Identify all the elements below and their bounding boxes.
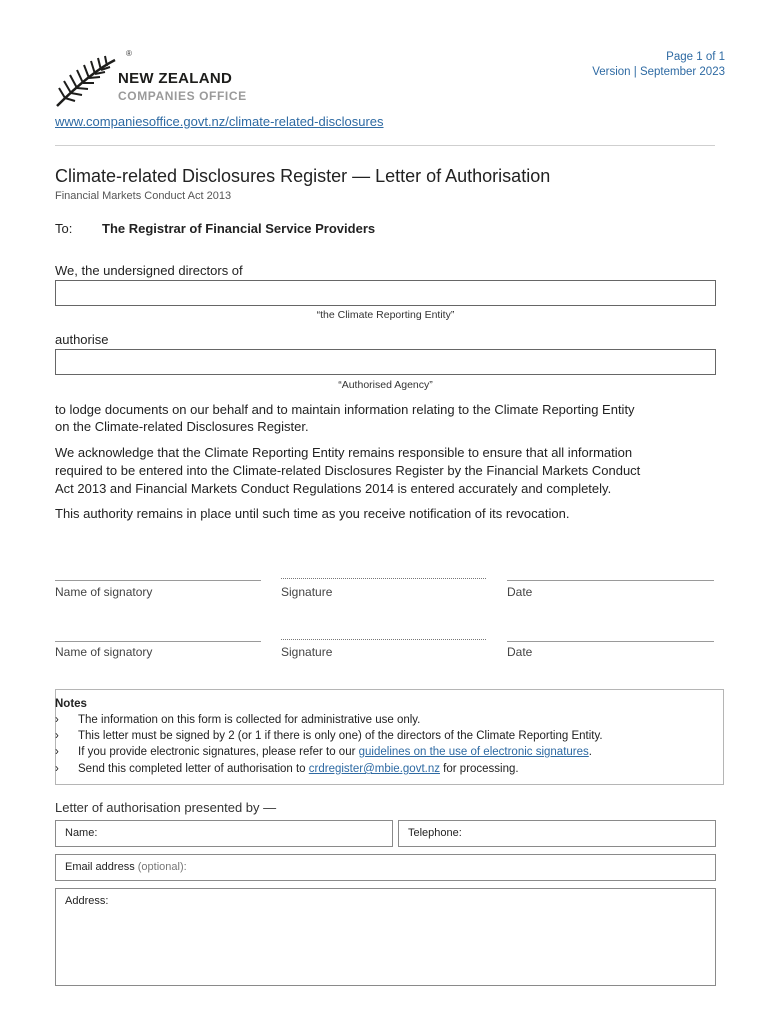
esignature-guidelines-link[interactable]: guidelines on the use of electronic signatures: [358, 746, 589, 758]
presented-by-heading: Letter of authorisation presented by —: [55, 800, 277, 815]
version-info: Version | September 2023: [592, 66, 725, 78]
entity-caption: “the Climate Reporting Entity”: [316, 309, 455, 321]
presenter-telephone-input[interactable]: [398, 820, 716, 847]
signature-line-2[interactable]: [281, 639, 486, 640]
date-label-2: Date: [507, 645, 533, 659]
email-link[interactable]: crdregister@mbie.govt.nz: [308, 763, 440, 775]
page-title: Climate-related Disclosures Register — Letter of Authorisation: [55, 166, 551, 186]
presenter-telephone-label: Telephone:: [408, 827, 462, 839]
email-optional-text: (optional):: [137, 861, 187, 873]
paragraph-2-line-1: We acknowledge that the Climate Reporting Entity remains responsible to ensure that all information: [55, 445, 633, 460]
date-line-1[interactable]: [507, 580, 714, 581]
paragraph-1-line-1: to lodge documents on our behalf and to maintain information relating to the Climate Reporting Entity: [55, 402, 635, 417]
entity-name-input[interactable]: [55, 280, 716, 306]
agency-name-input[interactable]: [55, 349, 716, 375]
paragraph-1-line-2: on the Climate-related Disclosures Register.: [55, 419, 309, 434]
signatory-name-label-2: Name of signatory: [55, 645, 153, 659]
bullet-icon: ›: [55, 714, 59, 726]
presenter-address-input[interactable]: [55, 888, 716, 986]
email-label-text: Email address: [65, 861, 135, 873]
signatory-name-line-2[interactable]: [55, 641, 261, 642]
we-undersigned-text: We, the undersigned directors of: [55, 263, 243, 278]
presenter-address-label: Address:: [65, 895, 109, 907]
page-info: [592, 50, 725, 80]
note-item-2: This letter must be signed by 2 (or 1 if there is only one) of the directors of the Climate Reporting Entity.: [78, 730, 603, 742]
signatory-name-line-1[interactable]: [55, 580, 261, 581]
note-item-1: The information on this form is collected for administrative use only.: [78, 714, 421, 726]
website-link[interactable]: www.companiesoffice.govt.nz/climate-related-disclosures: [55, 114, 384, 129]
note-item-4-prefix: Send this completed letter of authorisation to: [78, 763, 309, 775]
page-number: Page 1 of 1: [666, 51, 725, 63]
note-item-4: [78, 763, 519, 775]
note-item-3: [78, 746, 592, 758]
to-label: To:: [55, 221, 73, 236]
signature-label-1: Signature: [281, 585, 333, 599]
bullet-icon: ›: [55, 730, 59, 742]
paragraph-2-line-2: required to be entered into the Climate-related Disclosures Register by the Financial Markets Conduct: [55, 463, 641, 478]
presenter-name-input[interactable]: [55, 820, 393, 847]
presenter-email-label: [65, 861, 187, 873]
signature-line-1[interactable]: [281, 578, 486, 579]
page-subtitle: Financial Markets Conduct Act 2013: [55, 190, 232, 202]
date-line-2[interactable]: [507, 641, 714, 642]
note-item-3-suffix: .: [588, 746, 592, 758]
header-divider: [55, 145, 715, 146]
bullet-icon: ›: [55, 746, 59, 758]
agency-caption: “Authorised Agency”: [338, 379, 433, 391]
signatory-name-label-1: Name of signatory: [55, 585, 153, 599]
paragraph-2-line-3: Act 2013 and Financial Markets Conduct Regulations 2014 is entered accurately and completely.: [55, 481, 612, 496]
authorise-text: authorise: [55, 332, 109, 347]
logo-title: NEW ZEALAND: [118, 70, 233, 87]
bullet-icon: ›: [55, 763, 59, 775]
registered-mark: ®: [126, 49, 132, 58]
note-item-3-prefix: If you provide electronic signatures, please refer to our: [78, 746, 359, 758]
presenter-name-label: Name:: [65, 827, 98, 839]
logo-subtitle: COMPANIES OFFICE: [118, 89, 247, 103]
date-label-1: Date: [507, 585, 533, 599]
presenter-email-input[interactable]: [55, 854, 716, 881]
notes-title: Notes: [55, 698, 87, 710]
paragraph-3: This authority remains in place until such time as you receive notification of its revocation.: [55, 506, 570, 521]
to-recipient: The Registrar of Financial Service Providers: [102, 221, 376, 236]
signature-label-2: Signature: [281, 645, 333, 659]
note-item-4-suffix: for processing.: [439, 763, 519, 775]
